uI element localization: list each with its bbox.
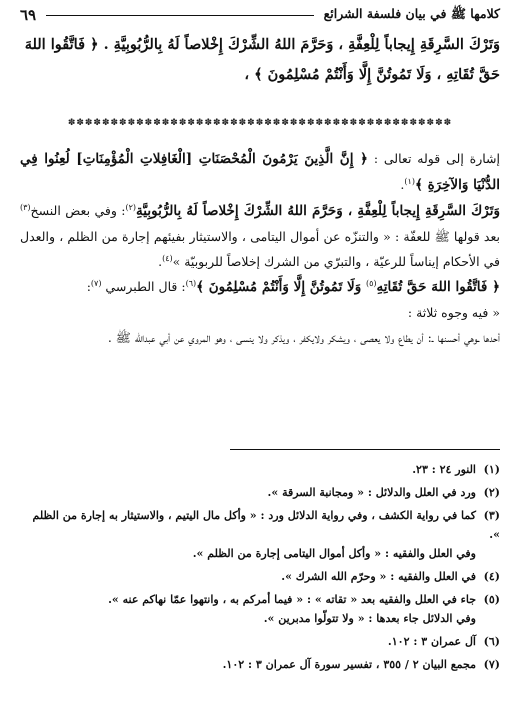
p2-end: . bbox=[158, 254, 163, 269]
footnote-7 bbox=[20, 655, 500, 674]
intro-quote bbox=[20, 30, 500, 90]
footnote-text: آل عمران ٣ : ١٠٢. bbox=[387, 635, 476, 648]
footnote-ref-5[interactable]: (٥) bbox=[365, 278, 377, 288]
footnote-5 bbox=[20, 590, 500, 628]
p2-text-2: بعد قولها ﷺ للعفّة : « والتنزّه عن أموال اليتامى ، والاستيثار بفيئهم إجارة من الظلم ، والعدل في الأحكام إيناساً للرعيّة ، والتبرّي من الشرك إخلاصاً للربوبيّة » bbox=[20, 229, 500, 269]
intro-quote-line-1: وَتَرْكَ السَّرِقَةِ إِيجاباً لِلْعِفَّةِ ، وَحَرَّمَ اللهُ الشِّرْكَ إِخْلاصاً لَهُ بِالرُّبُوبِيَّةِ . ﴿ فَاتَّقُوا اللهَ bbox=[24, 36, 500, 53]
footnote-3-continuation: وفي العلل والفقيه : « وأكل أموال اليتامى إجارة من الظلم ». bbox=[192, 547, 476, 560]
intro-quote-line-2: حَقَّ تُقَاتِهِ ، وَلَا تَمُوتُنَّ إِلَّا وَأَنْتُمْ مُسْلِمُونَ ﴾ ، bbox=[244, 66, 500, 83]
footnote-text: كما في رواية الكشف ، وفي رواية الدلائل ورد : « وأكل مال اليتيم ، والاستيثار به إجارة من الظلم ». bbox=[32, 509, 500, 541]
paragraph-5: أحدها ـوهي أحسنها ـ: أن يطاع ولا يعصى ، ويشكر ولايكفر ، ويذكر ولا ينسى ، وهو المروي عن أبي عبدالله ﷺ . bbox=[107, 330, 500, 345]
p2-text-1: : وفي بعض النسخ bbox=[30, 203, 126, 218]
p2-quote: وَتَرْكَ السَّرِقَةِ إِيجاباً لِلْعِفَّةِ ، وَحَرَّمَ اللهُ الشِّرْكَ إِخْلاصاً لَهُ بِالرُّبُوبِيَّةِ bbox=[136, 203, 500, 219]
header-title: كلامها ﷺ في بيان فلسفة الشرائع bbox=[323, 5, 500, 21]
footnote-1 bbox=[20, 460, 500, 479]
footnote-ref-6[interactable]: (٦) bbox=[185, 278, 197, 288]
p1-end: . bbox=[400, 177, 405, 192]
footnote-number: (٤) bbox=[483, 570, 500, 583]
footnote-ref-3[interactable]: (٣) bbox=[20, 202, 31, 212]
paragraph-3 bbox=[20, 274, 500, 300]
p3-quote-2: وَلَا تَمُوتُنَّ إِلَّا وَأَنْتُمْ مُسْلِمُونَ ﴾ bbox=[196, 279, 366, 295]
footnote-text: في العلل والفقيه : « وحرّم الله الشرك ». bbox=[281, 570, 476, 583]
footnote-text: النور ٢٤ : ٢٣. bbox=[412, 463, 476, 476]
p1-quran-quote: ﴿ إِنَّ الَّذِينَ يَرْمُونَ الْمُحْصَنَاتِ [الْغَافِلاتِ الْمُؤْمِنَاتِ] لُعِنُوا فِي الدُّنْيَا وَالآخِرَةِ ﴾ bbox=[20, 151, 500, 193]
footnote-ref-2[interactable]: (٢) bbox=[125, 202, 137, 212]
paragraph-1 bbox=[20, 146, 500, 198]
footnote-ref-4[interactable]: (٤) bbox=[162, 253, 173, 263]
footnote-number: (٣) bbox=[483, 509, 500, 522]
paragraph-2 bbox=[20, 198, 500, 274]
footnote-ref-1[interactable]: (١) bbox=[404, 176, 415, 186]
header-rule bbox=[46, 15, 313, 16]
running-header bbox=[20, 4, 500, 26]
footnote-6 bbox=[20, 632, 500, 651]
footnote-3 bbox=[20, 506, 500, 563]
footnote-text: ورد في العلل والدلائل : « ومجانبة السرقة ». bbox=[267, 486, 476, 499]
footnote-number: (٧) bbox=[483, 658, 500, 671]
footnote-number: (٥) bbox=[483, 593, 500, 606]
footnote-separator bbox=[230, 449, 500, 450]
section-separator: ✽✽✽✽✽✽✽✽✽✽✽✽✽✽✽✽✽✽✽✽✽✽✽✽✽✽✽✽✽✽✽✽✽✽✽✽✽✽✽✽✽✽✽✽✽ bbox=[67, 118, 453, 128]
footnote-text: جاء في العلل والفقيه بعد « تقاته » : « فيما أمركم به ، وانتهوا عمّا نهاكم عنه ». bbox=[108, 593, 476, 606]
commentary-body bbox=[20, 146, 500, 350]
footnote-2 bbox=[20, 483, 500, 502]
footnote-text: مجمع البيان ٢ / ٣٥٥ ، تفسير سورة آل عمران ٣ : ١٠٢. bbox=[222, 658, 476, 671]
footnotes bbox=[20, 460, 500, 678]
p3-end: : bbox=[86, 279, 91, 294]
p3-text: : قال الطبرسي bbox=[101, 279, 186, 294]
footnote-number: (٢) bbox=[483, 486, 500, 499]
p3-quote-1: ﴿ فَاتَّقُوا اللهَ حَقَّ تُقَاتِهِ bbox=[376, 279, 500, 295]
p1-text: إشارة إلى قوله تعالى : bbox=[367, 151, 500, 166]
footnote-ref-7[interactable]: (٧) bbox=[90, 278, 102, 288]
paragraph-4: « فيه وجوه ثلاثة : bbox=[407, 305, 500, 320]
footnote-4 bbox=[20, 567, 500, 586]
page-number: ٦٩ bbox=[20, 6, 37, 24]
footnote-number: (٦) bbox=[483, 635, 500, 648]
footnote-5-continuation: وفي الدلائل جاء بعدها : « ولا تتولّوا مدبرين ». bbox=[263, 612, 476, 625]
footnote-number: (١) bbox=[483, 463, 500, 476]
